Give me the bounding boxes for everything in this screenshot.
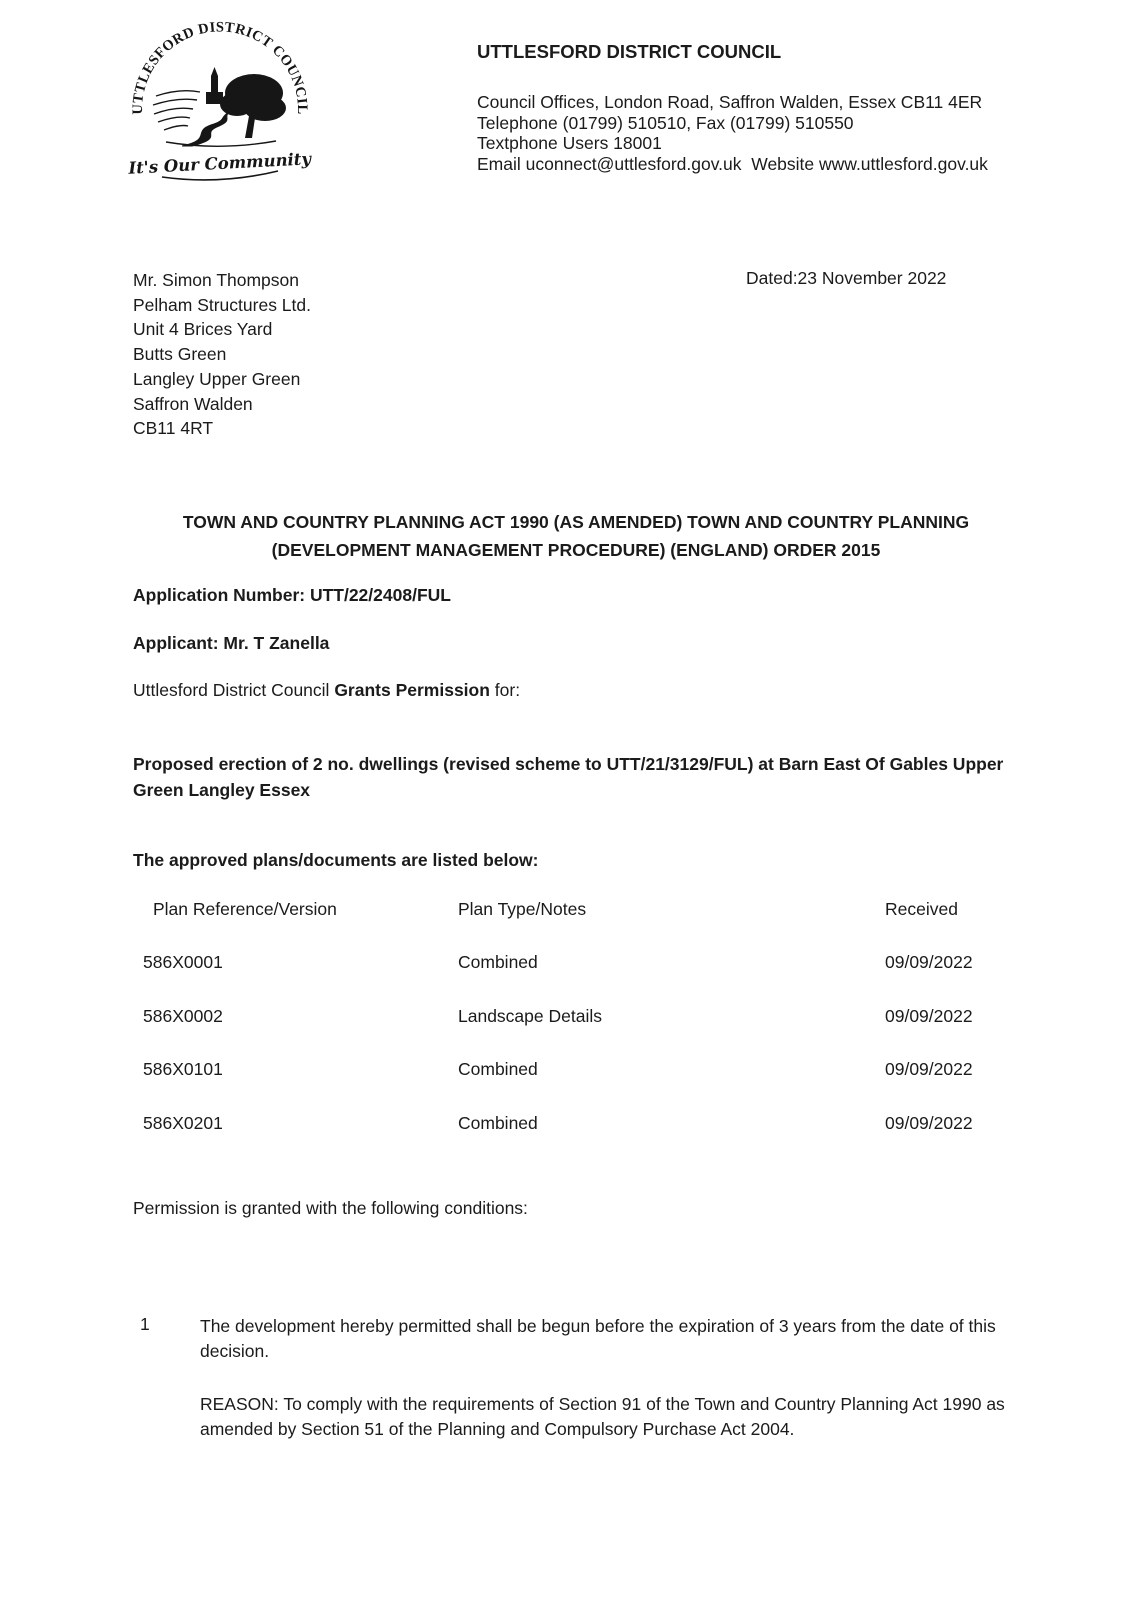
plan-reference: 586X0001 bbox=[143, 952, 223, 972]
council-logo bbox=[126, 20, 314, 188]
plan-received-date: 09/09/2022 bbox=[885, 952, 973, 972]
plans-table-row bbox=[0, 952, 1132, 976]
recipient-line: Butts Green bbox=[133, 344, 227, 365]
grant-statement bbox=[133, 680, 520, 701]
plans-table-header-row bbox=[0, 899, 1132, 923]
act-title: TOWN AND COUNTRY PLANNING ACT 1990 (AS AMENDED) TOWN AND COUNTRY PLANNING (DEVELOPMENT MANAGEMENT PROCEDURE) (ENGLAND) ORDER 2015 bbox=[182, 512, 970, 560]
council-textphone-line: Textphone Users 18001 bbox=[477, 133, 662, 154]
plans-table-row bbox=[0, 1113, 1132, 1137]
application-number: Application Number: UTT/22/2408/FUL bbox=[133, 585, 451, 605]
condition-number: 1 bbox=[140, 1314, 150, 1334]
plan-received-date: 09/09/2022 bbox=[885, 1005, 973, 1026]
plans-table-header-type: Plan Type/Notes bbox=[458, 899, 587, 919]
recipient-line: Langley Upper Green bbox=[133, 368, 301, 389]
logo-church-icon bbox=[206, 67, 223, 104]
council-phone-line: Telephone (01799) 510510, Fax (01799) 510550 bbox=[477, 112, 854, 133]
conditions-intro: Permission is granted with the following conditions: bbox=[133, 1198, 528, 1218]
plan-reference: 586X0101 bbox=[143, 1059, 223, 1079]
plan-type: Combined bbox=[458, 1059, 538, 1079]
proposal-description: Proposed erection of 2 no. dwellings (revised scheme to UTT/21/3129/FUL) at Barn East Of Gables Upper Green Langley Essex bbox=[133, 754, 1004, 800]
recipient-line: CB11 4RT bbox=[133, 418, 214, 439]
grant-statement-bold: Grants Permission bbox=[334, 680, 490, 700]
logo-tree-icon bbox=[220, 74, 286, 138]
applicant-name: Applicant: Mr. T Zanella bbox=[133, 633, 330, 653]
grant-statement-prefix: Uttlesford District Council bbox=[133, 680, 335, 700]
plans-table-header-received: Received bbox=[885, 899, 958, 919]
plans-intro: The approved plans/documents are listed below: bbox=[133, 850, 539, 870]
recipient-address-block bbox=[133, 268, 311, 441]
grant-statement-suffix: for: bbox=[489, 680, 521, 700]
plan-received-date: 09/09/2022 bbox=[885, 1059, 973, 1079]
plan-received-date: 09/09/2022 bbox=[885, 1112, 973, 1133]
condition-text: The development hereby permitted shall be begun before the expiration of 3 years from the date of this decision. bbox=[200, 1316, 996, 1361]
recipient-line: Unit 4 Brices Yard bbox=[133, 319, 273, 340]
recipient-line: Mr. Simon Thompson bbox=[133, 270, 299, 290]
plan-type: Combined bbox=[458, 952, 538, 972]
council-address-line: Council Offices, London Road, Saffron Walden, Essex CB11 4ER bbox=[477, 92, 983, 112]
letter-date: Dated:23 November 2022 bbox=[746, 268, 947, 288]
plan-reference: 586X0201 bbox=[143, 1112, 223, 1133]
plans-table-header-reference: Plan Reference/Version bbox=[153, 899, 337, 919]
council-contact-block bbox=[477, 92, 988, 174]
recipient-line: Pelham Structures Ltd. bbox=[133, 294, 311, 315]
condition-reason: REASON: To comply with the requirements of Section 91 of the Town and Country Planning Act 1990 as amended by Section 51 of the Planning and Compulsory Purchase Act 2004. bbox=[200, 1394, 1005, 1439]
council-name-heading: UTTLESFORD DISTRICT COUNCIL bbox=[477, 41, 782, 62]
recipient-line: Saffron Walden bbox=[133, 393, 253, 414]
plan-type: Combined bbox=[458, 1112, 538, 1133]
council-email-line: Email uconnect@uttlesford.gov.uk Website www.uttlesford.gov.uk bbox=[477, 153, 988, 174]
logo-arc-text: UTTLESFORD DISTRICT COUNCIL bbox=[129, 20, 311, 115]
plans-table-row bbox=[0, 1006, 1132, 1030]
plan-reference: 586X0002 bbox=[143, 1005, 223, 1026]
logo-tagline: It's Our Community bbox=[127, 149, 312, 178]
plans-table-row bbox=[0, 1059, 1132, 1083]
plan-type: Landscape Details bbox=[458, 1005, 602, 1026]
